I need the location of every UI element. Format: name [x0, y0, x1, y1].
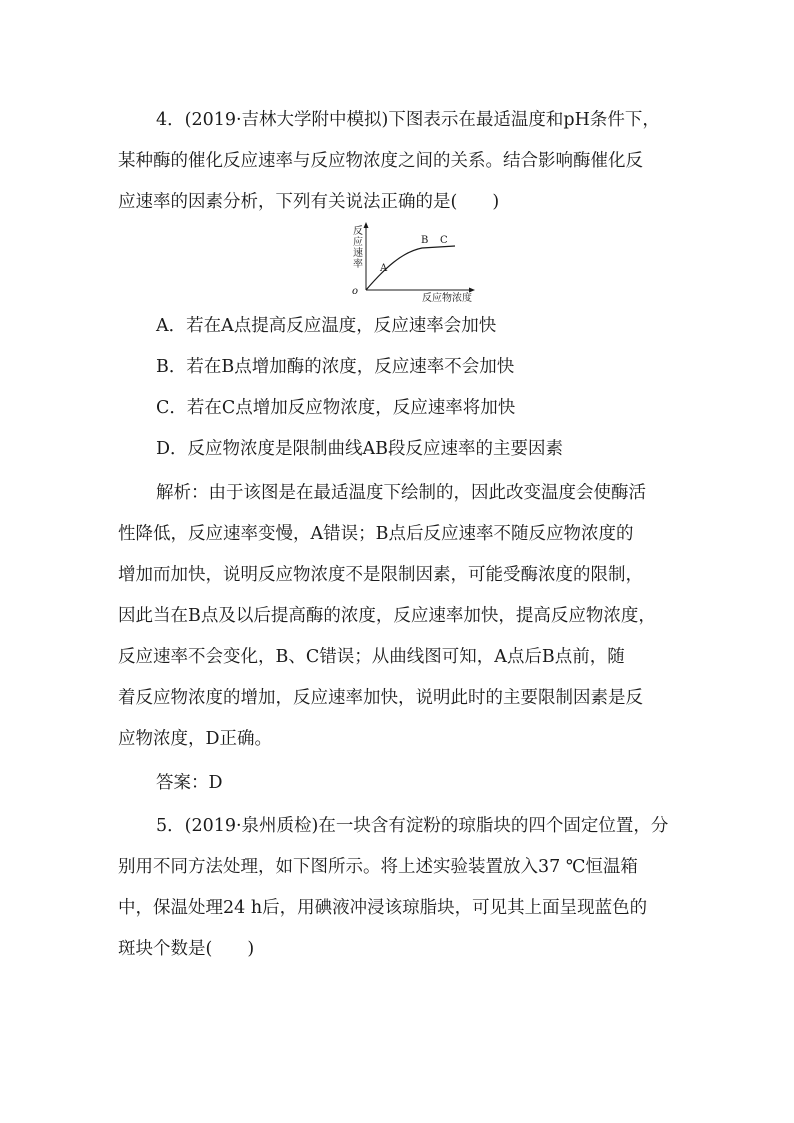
option-c: C．若在C点增加反应物浓度，反应速率将加快: [156, 398, 516, 418]
option-b: B．若在B点增加酶的浓度，反应速率不会加快: [156, 357, 515, 377]
analysis: [118, 473, 678, 760]
analysis-line-6: 着反应物浓度的增加，反应速率加快，说明此时的主要限制因素是反: [118, 688, 643, 708]
point-c-label: C: [440, 235, 448, 246]
y-axis-label-char-4: 率: [353, 259, 363, 270]
analysis-line-2: 性降低，反应速率变慢，A错误；B点后反应速率不随反应物浓度的: [118, 524, 634, 544]
analysis-line-4: 因此当在B点及以后提高酶的浓度，反应速率加快，提高反应物浓度，: [118, 606, 656, 626]
y-axis-arrow-icon: [364, 222, 369, 228]
point-b-label: B: [421, 235, 429, 246]
x-axis-label: 反应物浓度: [422, 293, 472, 304]
analysis-line-7: 应物浓度，D正确。: [118, 729, 273, 749]
option-d: D．反应物浓度是限制曲线AB段反应速率的主要因素: [156, 439, 564, 459]
answer: 答案：D: [156, 773, 223, 793]
question-5-line-3: 中，保温处理24 h后，用碘液冲浸该琼脂块，可见其上面呈现蓝色的: [118, 898, 648, 918]
origin-label: o: [352, 286, 359, 297]
question-4-line-2: 某种酶的催化反应速率与反应物浓度之间的关系。结合影响酶催化反: [118, 151, 643, 171]
option-a: A．若在A点提高反应温度，反应速率会加快: [156, 316, 497, 336]
x-axis-arrow-icon: [469, 288, 475, 293]
y-axis-label-char-2: 应: [353, 237, 363, 248]
y-axis-label-char-3: 速: [353, 248, 363, 259]
question-5-stem: [118, 806, 678, 970]
question-5-line-2: 别用不同方法处理，如下图所示。将上述实验装置放入37 ℃恒温箱: [118, 857, 638, 877]
question-5-line-1: 5．(2019·泉州质检)在一块含有淀粉的琼脂块的四个固定位置，分: [156, 816, 669, 836]
analysis-line-5: 反应速率不会变化，B、C错误；从曲线图可知，A点后B点前，随: [118, 647, 625, 667]
analysis-line-3: 增加而加快，说明反应物浓度不是限制因素，可能受酶浓度的限制，: [118, 565, 643, 585]
question-4-line-1: 4．(2019·吉林大学附中模拟)下图表示在最适温度和pH条件下，: [156, 110, 660, 130]
y-axis-label-char-1: 反: [353, 226, 363, 237]
question-4-stem: [118, 100, 678, 223]
question-4-line-3: 应速率的因素分析，下列有关说法正确的是( ): [118, 192, 500, 212]
analysis-line-1: 解析：由于该图是在最适温度下绘制的，因此改变温度会使酶活: [156, 483, 646, 503]
reaction-rate-graph: [340, 222, 490, 304]
point-a-label: A: [380, 263, 388, 274]
question-5-line-4: 斑块个数是( ): [118, 939, 255, 959]
